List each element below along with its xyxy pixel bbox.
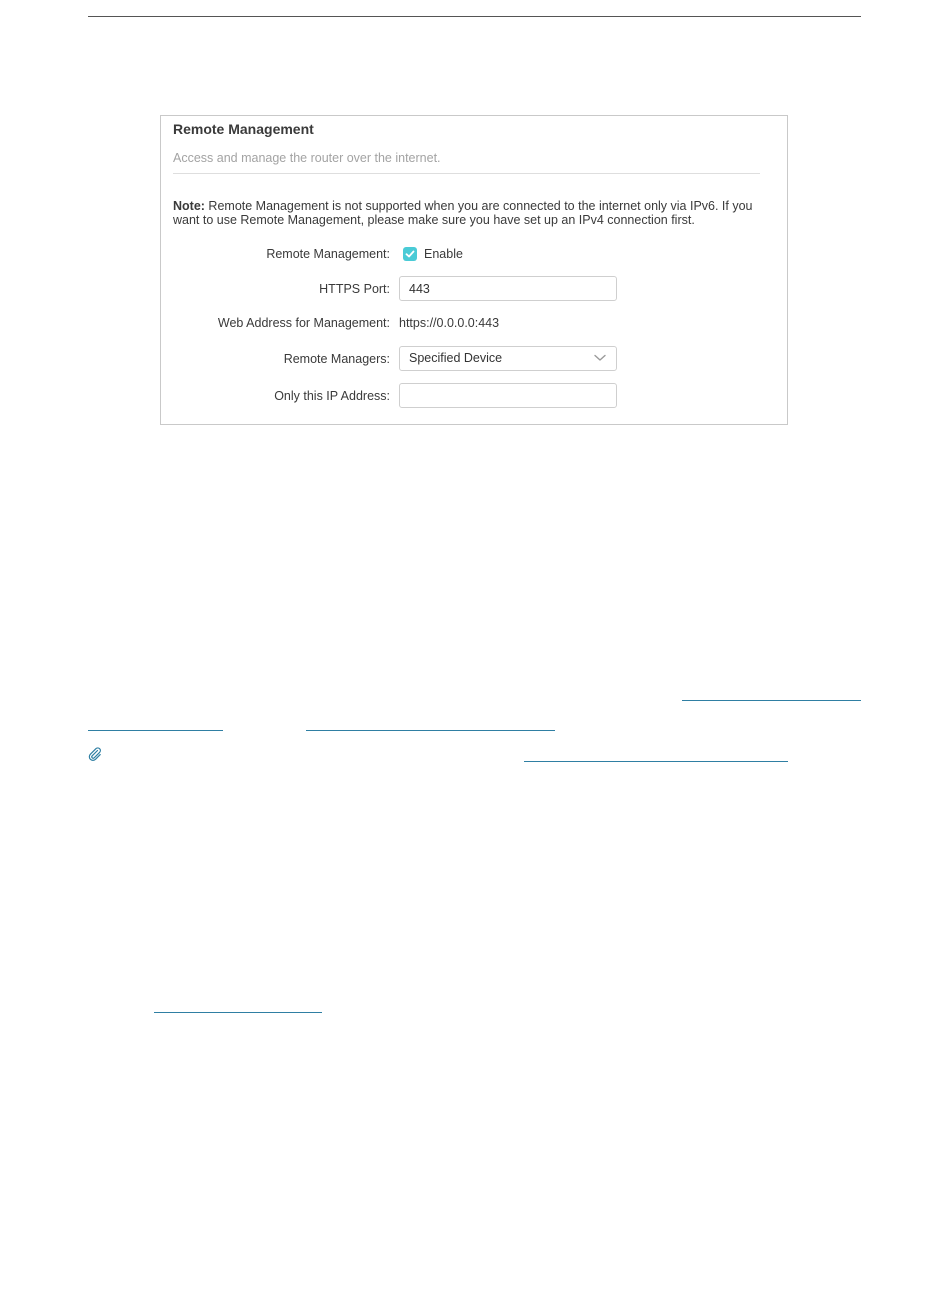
web-address-value: https://0.0.0.0:443 [399,316,500,330]
enable-label[interactable]: Enable [424,247,463,261]
enable-checkbox[interactable] [403,247,417,261]
remote-managers-label: Remote Managers: [283,352,390,366]
row-remote-managers [161,346,787,372]
row-only-ip [161,383,787,409]
remote-management-label: Remote Management: [266,247,390,261]
top-rule [88,16,861,17]
https-port-input[interactable] [399,276,617,301]
row-https-port [161,276,787,302]
remote-managers-selected: Specified Device [409,351,503,365]
note-text [173,199,763,227]
only-ip-input[interactable] [399,383,617,408]
panel-title: Remote Management [173,121,314,137]
panel-subtitle: Access and manage the router over the internet. [173,151,441,165]
note-label: Note: [173,199,205,213]
remote-management-panel [160,115,788,425]
link-underline[interactable] [88,730,223,731]
chevron-down-icon [594,354,606,362]
paperclip-icon [88,747,102,761]
remote-managers-select[interactable] [399,346,617,371]
row-web-address [161,310,787,336]
row-remote-management [161,241,787,267]
web-address-label: Web Address for Management: [217,316,390,330]
link-underline[interactable] [682,700,861,701]
only-ip-label: Only this IP Address: [274,389,390,403]
note-body: Remote Management is not supported when you are connected to the internet only via IPv6. If you want to use Remote Management, please make sure you have set up an IPv4 connection first. [173,199,753,227]
link-underline[interactable] [154,1012,322,1013]
panel-divider [173,173,760,174]
check-icon [405,249,415,259]
https-port-label: HTTPS Port: [319,282,390,296]
link-underline[interactable] [306,730,555,731]
link-underline[interactable] [524,761,788,762]
